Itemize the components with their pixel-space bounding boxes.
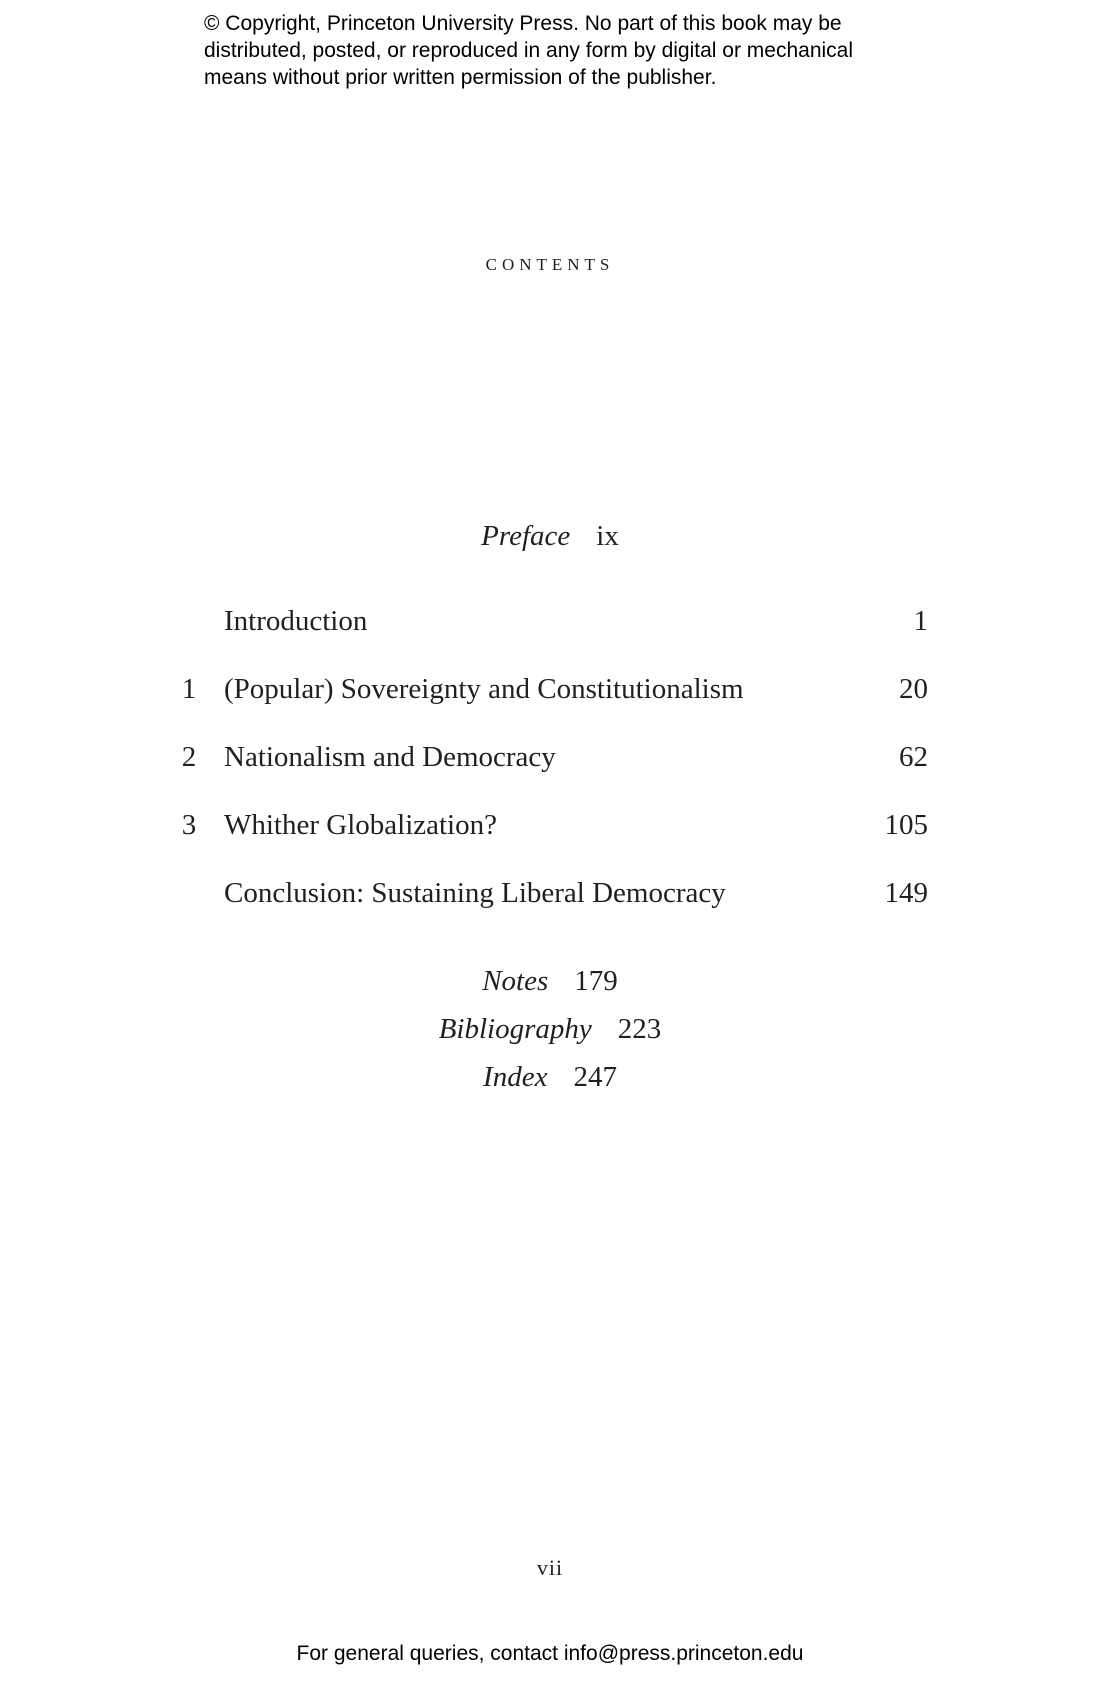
chapter-page: 62 <box>899 741 928 773</box>
toc-entry-chapter-1 <box>0 673 1100 713</box>
chapter-number: 1 <box>181 673 197 705</box>
back-matter-label: Notes <box>482 965 549 997</box>
copyright-line: means without prior written permission of the publisher. <box>204 66 717 89</box>
back-matter-page: 247 <box>573 1061 617 1093</box>
chapter-page: 149 <box>884 877 928 909</box>
toc-preface <box>0 520 1100 553</box>
preface-page: ix <box>596 520 619 552</box>
chapter-title: Whither Globalization? <box>224 809 497 841</box>
preface-label: Preface <box>481 520 571 552</box>
toc-notes <box>0 965 1100 998</box>
back-matter-page: 179 <box>574 965 618 997</box>
toc-entry-chapter-3 <box>0 809 1100 849</box>
chapter-page: 105 <box>884 809 928 841</box>
copyright-notice <box>204 10 904 91</box>
page-title: contents <box>485 250 615 276</box>
chapter-title: (Popular) Sovereignty and Constitutionalism <box>224 673 744 705</box>
chapter-title: Nationalism and Democracy <box>224 741 556 773</box>
chapter-title: Introduction <box>224 605 368 637</box>
page-number: vii <box>536 1555 564 1580</box>
toc-entry-introduction <box>0 605 1100 645</box>
copyright-line: © Copyright, Princeton University Press. No part of this book may be <box>204 12 842 35</box>
chapter-title: Conclusion: Sustaining Liberal Democracy <box>224 877 726 909</box>
toc-bibliography <box>0 1013 1100 1046</box>
chapter-number: 3 <box>181 809 197 841</box>
chapter-number: 2 <box>181 741 197 773</box>
copyright-line: distributed, posted, or reproduced in any form by digital or mechanical <box>204 39 854 62</box>
back-matter-page: 223 <box>617 1013 662 1045</box>
back-matter-label: Index <box>483 1061 548 1093</box>
chapter-page: 20 <box>899 673 928 705</box>
back-matter-label: Bibliography <box>438 1013 592 1045</box>
footer-contact: For general queries, contact info@press.princeton.edu <box>296 1642 804 1665</box>
toc-index <box>0 1061 1100 1094</box>
toc-entry-chapter-2 <box>0 741 1100 781</box>
toc-entry-conclusion <box>0 877 1100 917</box>
chapter-page: 1 <box>913 605 928 637</box>
